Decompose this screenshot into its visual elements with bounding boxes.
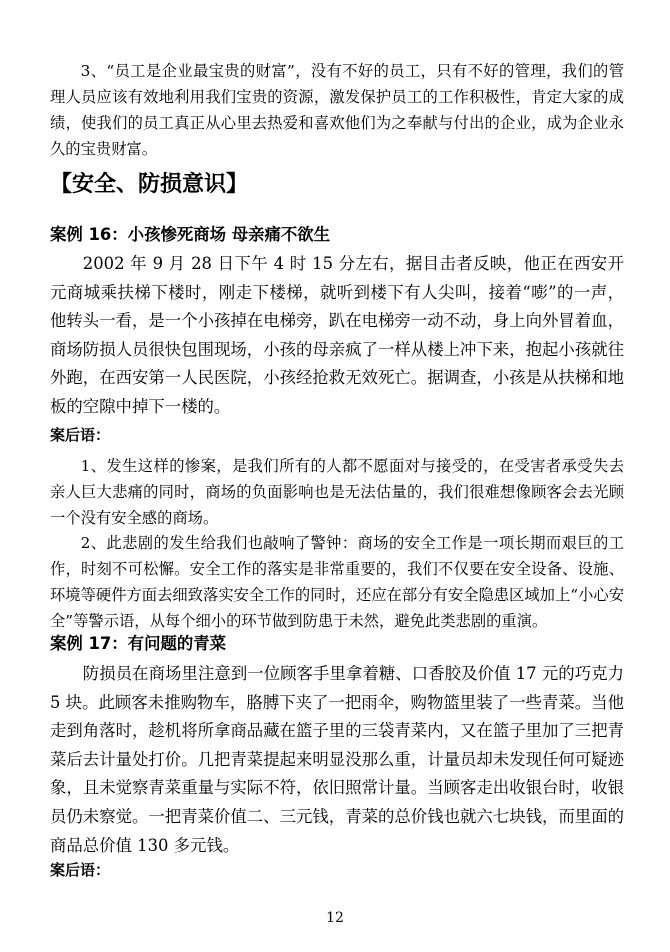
- intro-paragraph: 3、“员工是企业最宝贵的财富”，没有不好的员工，只有不好的管理，我们的管理人员应该有效地利用我们宝贵的资源，激发保护员工的工作积极性，肯定大家的成绩，使我们的员工真正从心里去热爱和喜欢他们为之奉献与付出的企业，成为企业永久的宝贵财富。: [50, 62, 624, 158]
- case16-afterword-point-1: 1、发生这样的惨案，是我们所有的人都不愿面对与接受的，在受害者承受失去亲人巨大悲痛的同时，商场的负面影响也是无法估量的，我们很难想像顾客会去光顾一个没有安全感的商场。: [50, 457, 624, 527]
- case16-afterword-point-2: 2、此悲剧的发生给我们也敲响了警钟：商场的安全工作是一项长期而艰巨的工作，时刻不可松懈。安全工作的落实是非常重要的，我们不仅要在安全设备、设施、环境等硬件方面去细致落实安全工作的同时，还应在部分有安全隐患区域加上“小心安全”等警示语，从每个细小的环节做到防患于未然，避免此类悲剧的重演。: [50, 534, 624, 630]
- page-number: 12: [326, 910, 344, 926]
- case16-body: 2002 年 9 月 28 日下午 4 时 15 分左右，据目击者反映，他正在西安开元商城乘扶梯下楼时，刚走下楼梯，就听到楼下有人尖叫，接着“嘭”的一声，他转头一看，是一个小孩掉在电梯旁，趴在电梯旁一动不动，身上向外冒着血，商场防损人员很快包围现场，小孩的母亲疯了一样从楼上冲下来，抱起小孩就往外跑，在西安第一人民医院，小孩经抢救无效死亡。据调查，小孩是从扶梯和地板的空隙中掉下一楼的。: [50, 254, 624, 416]
- case17-afterword-label: 案后语：: [50, 861, 111, 879]
- case16-title: 案例 16：小孩惨死商场 母亲痛不欲生: [50, 225, 331, 244]
- section-heading: 【安全、防损意识】: [50, 172, 249, 197]
- case17-body: 防损员在商场里注意到一位顾客手里拿着糖、口香胶及价值 17 元的巧克力 5 块。此顾客未推购物车，胳膊下夹了一把雨伞，购物篮里装了一些青菜。当他走到角落时，趁机将所拿商品藏在篮子里的三袋青菜内，又在篮子里加了三把青菜后去计量处打价。几把青菜提起来明显没那么重，计量员却未发现任何可疑迹象，且未觉察青菜重量与实际不符，依旧照常计量。当顾客走出收银台时，收银员仍未察觉。一把青菜价值二、三元钱，青菜的总价钱也就六七块钱，而里面的商品总价值 130 多元钱。: [50, 664, 624, 855]
- case16-afterword-label: 案后语：: [50, 426, 111, 444]
- case17-title: 案例 17：有问题的青菜: [50, 634, 227, 653]
